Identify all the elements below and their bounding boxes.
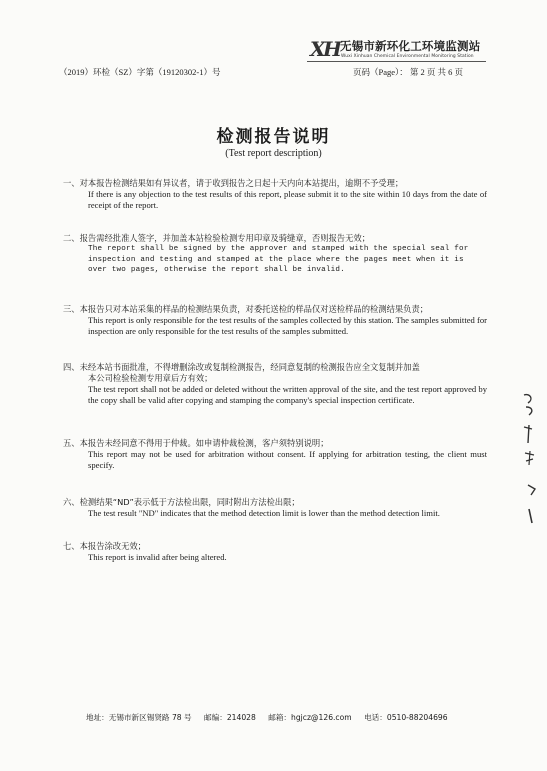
footer-phone: 电话：0510-88204696 (364, 713, 448, 722)
station-name-cn: 无锡市新环化工环境监测站 (340, 39, 481, 53)
header-rule (307, 61, 486, 62)
page-subtitle: (Test report description) (225, 148, 322, 159)
clause-text-en: The report shall be signed by the approver and stamped with the special seal for inspection and testing and stamped at the place where the pages meet when it is over two pages, otherwise the report shall be invalid. (88, 245, 469, 274)
station-logo-icon (309, 36, 342, 61)
clause-text-cn: 三、本报告只对本站采集的样品的检测结果负责，对委托送检的样品仅对送检样品的检测结果负责； (63, 304, 429, 314)
clause-text-cn: 六、检测结果“ND”表示低于方法检出限，同时附出方法检出限； (63, 497, 300, 507)
report-number: （2019）环检（SZ）字第（19120302-1）号 (59, 67, 221, 77)
clause-text-cn-continued: 本公司检验检测专用章后方有效； (88, 373, 213, 383)
page-number: 页码（Page）： 第 2 页 共 6 页 (353, 67, 464, 77)
footer-postcode: 邮编：214028 (204, 713, 256, 722)
footer-email: 邮箱：hgjcz@126.com (268, 713, 352, 722)
clause-text-cn: 四、未经本站书面批准，不得增删涂改或复制检测报告，经同意复制的检测报告应全文复制并加盖 (63, 362, 420, 372)
footer-contact (86, 712, 458, 723)
clause-7 (63, 541, 487, 563)
handwritten-marks (520, 385, 542, 525)
clause-text-en: The test result "ND" indicates that the method detection limit is lower than the method detection limit. (88, 508, 440, 518)
page-title: 检测报告说明 (216, 127, 331, 147)
clause-5 (63, 438, 487, 470)
svg-text:X: X (310, 37, 326, 61)
clause-6 (63, 497, 507, 519)
station-name-en: Wuxi Xinhuan Chemical Environmental Monitoring Station (341, 54, 474, 59)
clause-text-cn: 七、本报告涂改无效； (63, 541, 146, 551)
svg-text:H: H (323, 37, 342, 61)
clause-text-en: The test report shall not be added or deleted without the written approval of the site, and the test report approved by the copy shall be valid after copying and stamping the company's special inspection certificate. (88, 384, 487, 405)
clause-text-en: This report may not be used for arbitration without consent. If applying for arbitration testing, the client must specify. (88, 449, 487, 470)
clause-text-en: This report is invalid after being altered. (88, 552, 227, 562)
clause-text-en: This report is only responsible for the test results of the samples collected by this station. The samples submitted for inspection are only responsible for the test results of the samples submitted. (88, 315, 487, 336)
clause-2 (63, 233, 487, 276)
footer-address: 地址：无锡市新区锡贤路 78 号 (86, 713, 192, 722)
clause-4 (63, 362, 487, 405)
clause-text-cn: 二、报告需经批准人签字，并加盖本站检验检测专用印章及骑缝章，否则报告无效； (63, 233, 370, 243)
clause-text-cn: 一、对本报告检测结果如有异议者，请于收到报告之日起十天内向本站提出，逾期不予受理； (63, 178, 404, 188)
clause-text-cn: 五、本报告未经同意不得用于仲裁。如申请仲裁检测，客户须特别说明； (63, 438, 329, 448)
clause-text-en: If there is any objection to the test results of this report, please submit it to the site within 10 days from the date of receipt of the report. (88, 189, 487, 210)
clause-1 (63, 178, 487, 210)
clause-3 (63, 304, 487, 336)
